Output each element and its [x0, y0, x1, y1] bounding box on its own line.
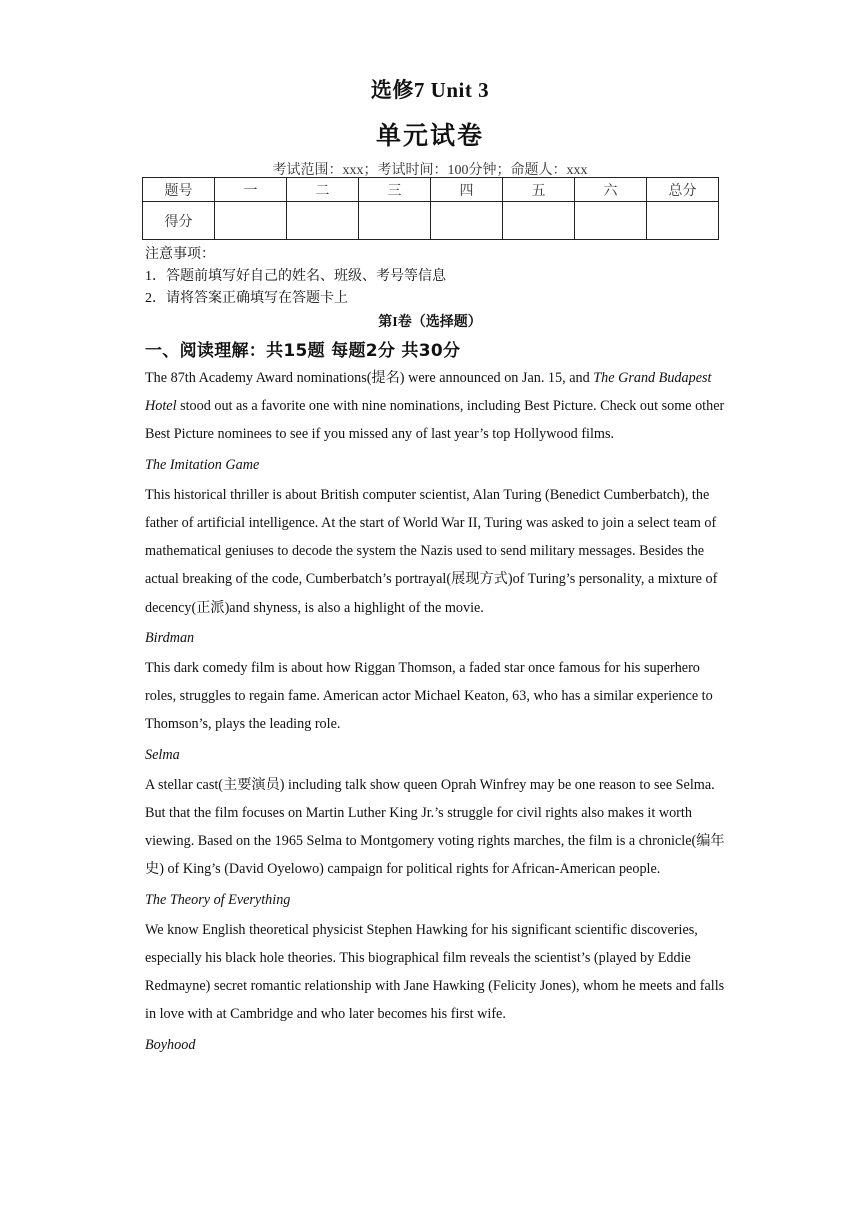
intro-text-2: stood out as a favorite one with nine nominations, including Best Picture. Check out some other Best Picture nominees to see if you missed any of last year’s top Hollywood films. — [145, 398, 725, 443]
table-header-cell: 总分 — [647, 178, 719, 202]
table-header-cell: 三 — [359, 178, 431, 202]
film-title: The Theory of Everything — [145, 891, 291, 908]
film-description: This dark comedy film is about how Riggan Thomson, a faded star once famous for his superhero roles, struggles to regain fame. American actor Michael Keaton, 63, who has a similar experience to Thomson’s, plays the leading role. — [145, 660, 713, 733]
reading-passage — [145, 364, 725, 1061]
film-description: A stellar cast(主要演员) including talk show queen Oprah Winfrey may be one reason to see Selma. But that the film focuses on Martin Luther King Jr.’s struggle for civil rights also makes it worth viewing. Based on the 1965 Selma to Montgomery voting rights marches, the film is a chronicle(编年史) of King’s (David Oyelowo) campaign for political rights for African-American people. — [145, 776, 725, 878]
notes-block — [145, 244, 745, 310]
exam-info: 考试范围：xxx；考试时间：100分钟；命题人：xxx — [272, 163, 588, 178]
film-description: This historical thriller is about British computer scientist, Alan Turing (Benedict Cumberbatch), the father of artificial intelligence. At the start of World War II, Turing was asked to join a select team of mathematical geniuses to decode the system the Nazis used to send military messages. Besides the actual breaking of the code, Cumberbatch’s portrayal(展现方式)of Turing’s personality, a mixture of decency(正派)and shyness, is also a highlight of the movie. — [145, 486, 718, 616]
table-header-cell: 六 — [575, 178, 647, 202]
score-table-header-row — [143, 178, 719, 202]
score-table — [142, 177, 719, 240]
score-cell — [215, 202, 287, 240]
section-heading: 一、阅读理解：共15题 每题2分 共30分 — [145, 341, 461, 361]
film-title: The Imitation Game — [145, 456, 260, 473]
score-cell — [647, 202, 719, 240]
score-cell — [431, 202, 503, 240]
table-header-cell: 一 — [215, 178, 287, 202]
score-cell — [575, 202, 647, 240]
film-description: We know English theoretical physicist Stephen Hawking for his significant scientific discoveries, especially his black hole theories. This biographical film reveals the scientist’s (played by Eddie Redmayne) secret romantic relationship with Jane Hawking (Felicity Jones), whom he meets and falls in love with at Cambridge and who later becomes his first wife. — [145, 921, 725, 1023]
volume-heading: 第I卷（选择题） — [378, 315, 482, 330]
score-row-label: 得分 — [143, 202, 215, 240]
table-header-cell: 五 — [503, 178, 575, 202]
film-title: Boyhood — [145, 1036, 196, 1053]
film-title: Birdman — [145, 629, 195, 646]
table-header-cell: 二 — [287, 178, 359, 202]
score-cell — [503, 202, 575, 240]
score-table-score-row — [143, 202, 719, 240]
intro-text-1: The 87th Academy Award nominations(提名) were announced on Jan. 15, and — [145, 370, 594, 386]
intro-film-title: The Grand Budapest Hotel — [145, 370, 712, 415]
film-title: Selma — [145, 746, 180, 763]
note-item: 1．答题前填写好自己的姓名、班级、考号等信息 — [145, 269, 446, 284]
notes-heading: 注意事项： — [145, 247, 215, 262]
score-cell — [287, 202, 359, 240]
table-header-cell: 题号 — [143, 178, 215, 202]
exam-subtitle: 单元试卷 — [375, 123, 484, 150]
note-item: 2．请将答案正确填写在答题卡上 — [145, 291, 348, 306]
score-cell — [359, 202, 431, 240]
exam-title: 选修7 Unit 3 — [370, 78, 490, 102]
passage-intro — [145, 364, 725, 449]
table-header-cell: 四 — [431, 178, 503, 202]
